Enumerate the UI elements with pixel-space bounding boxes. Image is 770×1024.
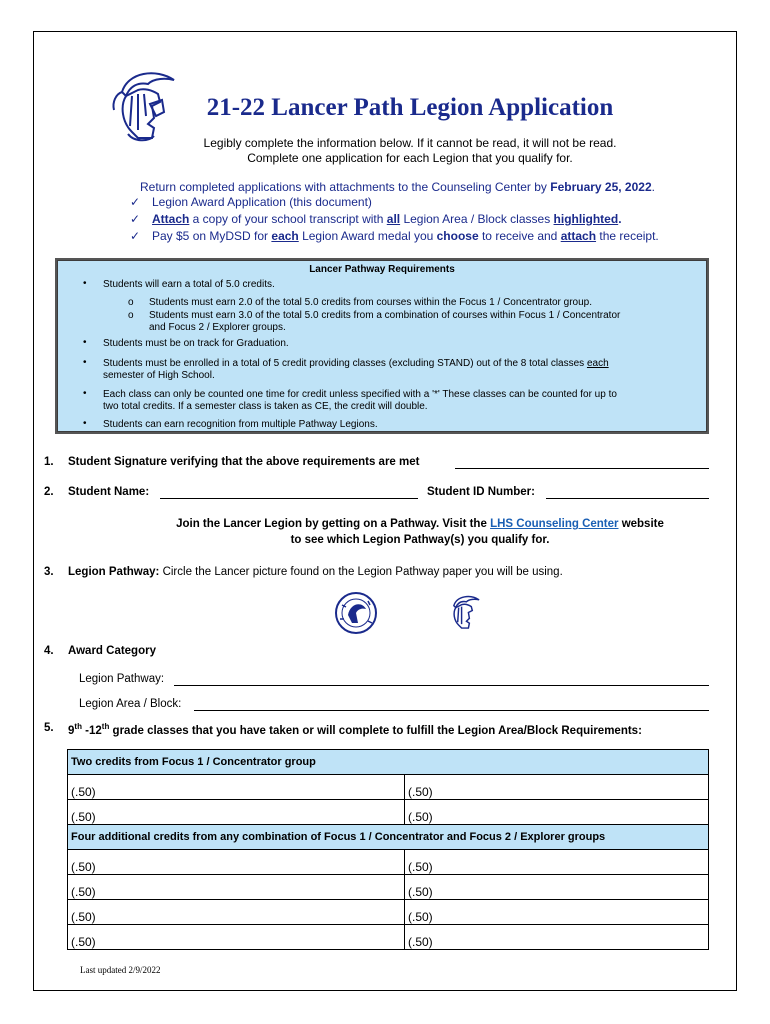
join-message (130, 516, 710, 548)
q5-text: 9 (68, 724, 75, 737)
class-cell[interactable]: (.50) (405, 925, 709, 950)
counseling-center-link[interactable]: LHS Counseling Center (490, 518, 619, 530)
return-instructions (140, 180, 655, 194)
requirements-box (55, 258, 709, 434)
join-text: to see which Legion Pathway(s) you qualify for. (290, 534, 550, 546)
classes-table (67, 749, 709, 950)
legion-area-field[interactable] (194, 710, 709, 711)
table-row (68, 925, 709, 950)
sub-bullet-icon: o (128, 310, 134, 321)
class-cell[interactable]: (.50) (405, 900, 709, 925)
q3-text (68, 566, 563, 578)
class-cell[interactable]: (.50) (405, 800, 709, 825)
requirement-item: two total credits. If a semester class is taken as CE, the credit will double. (103, 401, 428, 412)
return-date: February 25, 2022 (550, 180, 652, 194)
school-seal-icon[interactable] (334, 591, 378, 635)
requirement-item: and Focus 2 / Explorer groups. (149, 322, 286, 333)
join-text: website (618, 518, 664, 530)
class-cell[interactable]: (.50) (68, 900, 405, 925)
q5-label (68, 722, 642, 737)
bullet-icon: • (83, 418, 87, 429)
checklist-item-1 (130, 195, 372, 209)
class-cell[interactable]: (.50) (405, 875, 709, 900)
q1-number: 1. (44, 456, 54, 468)
checklist-text: Pay $5 on MyDSD for (152, 229, 272, 243)
lancer-helmet-icon[interactable] (447, 593, 483, 631)
checklist-text: a copy of your school transcript with (189, 212, 387, 226)
class-cell[interactable]: (.50) (68, 775, 405, 800)
legion-area-label: Legion Area / Block: (79, 698, 182, 710)
last-updated: Last updated 2/9/2022 (80, 965, 161, 975)
q3-number: 3. (44, 566, 54, 578)
requirement-item: Students will earn a total of 5.0 credits. (103, 279, 275, 290)
lancer-helmet-logo (108, 66, 182, 144)
q1-label: Student Signature verifying that the above requirements are met (68, 456, 420, 468)
requirement-item: Students must earn 3.0 of the total 5.0 credits from a combination of courses within Focus 1 / Concentrator (149, 310, 621, 321)
checklist-text: all (386, 212, 401, 226)
requirement-item: Students must be on track for Graduation. (103, 338, 289, 349)
checklist-text: to receive and (478, 229, 561, 243)
q4-number: 4. (44, 645, 54, 657)
table-row (68, 775, 709, 800)
requirement-item: Students must earn 2.0 of the total 5.0 credits from courses within the Focus 1 / Concentrator group. (149, 297, 593, 308)
checklist-text: Legion Area / Block classes (400, 212, 554, 226)
class-cell[interactable]: (.50) (405, 850, 709, 875)
q4-label: Award Category (68, 645, 156, 657)
class-cell[interactable]: (.50) (68, 800, 405, 825)
table-section-header (68, 750, 709, 775)
table-row (68, 900, 709, 925)
q2-id-label: Student ID Number: (427, 486, 535, 498)
checklist-text: the receipt. (596, 229, 659, 243)
sub-bullet-icon: o (128, 297, 134, 308)
intro-line-2: Complete one application for each Legion that you qualify for. (247, 151, 573, 165)
requirement-item: semester of High School. (103, 370, 215, 381)
class-cell[interactable]: (.50) (68, 850, 405, 875)
checklist-text: highlighted (553, 212, 619, 226)
return-suffix: . (651, 180, 655, 194)
q3-label: Legion Pathway: (68, 566, 160, 578)
bullet-icon: • (83, 337, 87, 348)
checklist-text: Legion Award Application (this document) (152, 195, 372, 209)
checklist-text: attach (560, 229, 597, 243)
class-cell[interactable]: (.50) (68, 925, 405, 950)
checklist-text: choose (436, 229, 479, 243)
q5-text: -12 (81, 724, 102, 737)
requirements-title: Lancer Pathway Requirements (309, 264, 455, 275)
table-section-header (68, 825, 709, 850)
legion-pathway-field[interactable] (174, 685, 709, 686)
requirement-item (103, 358, 609, 369)
q5-sup: th (101, 722, 110, 731)
checkmark-icon: ✓ (130, 212, 141, 226)
requirement-item: Each class can only be counted one time for credit unless specified with a '*' These classes can be counted for up to (103, 389, 617, 400)
page-title: 21-22 Lancer Path Legion Application (206, 94, 614, 121)
student-name-field[interactable] (160, 498, 418, 499)
student-id-field[interactable] (546, 498, 709, 499)
requirement-text: Students must be enrolled in a total of 5 credit providing classes (excluding STAND) out of the 8 total classes (103, 358, 587, 369)
checklist-item-2 (130, 212, 622, 226)
q5-text: grade classes that you have taken or will complete to fulfill the Legion Area/Block Requirements: (109, 724, 642, 737)
intro-line-1: Legibly complete the information below. If it cannot be read, it will not be read. (203, 136, 617, 150)
checklist-text: Attach (152, 212, 190, 226)
focus2-header: Four additional credits from any combination of Focus 1 / Concentrator and Focus 2 / Explorer groups (68, 825, 709, 850)
return-prefix: Return completed applications with attachments to the Counseling Center by (140, 180, 551, 194)
checkmark-icon: ✓ (130, 229, 141, 243)
checklist-item-3 (130, 229, 659, 243)
bullet-icon: • (83, 388, 87, 399)
q2-name-label: Student Name: (68, 486, 150, 498)
checklist-text: . (618, 212, 622, 226)
q3-instructions: Circle the Lancer picture found on the Legion Pathway paper you will be using. (159, 566, 563, 578)
requirement-item: Students can earn recognition from multiple Pathway Legions. (103, 419, 378, 430)
table-row (68, 875, 709, 900)
q5-sup: th (74, 722, 82, 731)
bullet-icon: • (83, 278, 87, 289)
join-text: Join the Lancer Legion by getting on a Pathway. Visit the (176, 518, 491, 530)
focus1-header: Two credits from Focus 1 / Concentrator group (68, 750, 709, 775)
bullet-icon: • (83, 357, 87, 368)
requirement-text: each (586, 358, 609, 369)
q5-number: 5. (44, 722, 54, 734)
q2-number: 2. (44, 486, 54, 498)
checklist-text: Legion Award medal you (298, 229, 437, 243)
checklist-text: each (271, 229, 299, 243)
class-cell[interactable]: (.50) (405, 775, 709, 800)
signature-field[interactable] (455, 468, 709, 469)
legion-pathway-label: Legion Pathway: (79, 673, 165, 685)
class-cell[interactable]: (.50) (68, 875, 405, 900)
table-row (68, 800, 709, 825)
checkmark-icon: ✓ (130, 195, 141, 209)
table-row (68, 850, 709, 875)
